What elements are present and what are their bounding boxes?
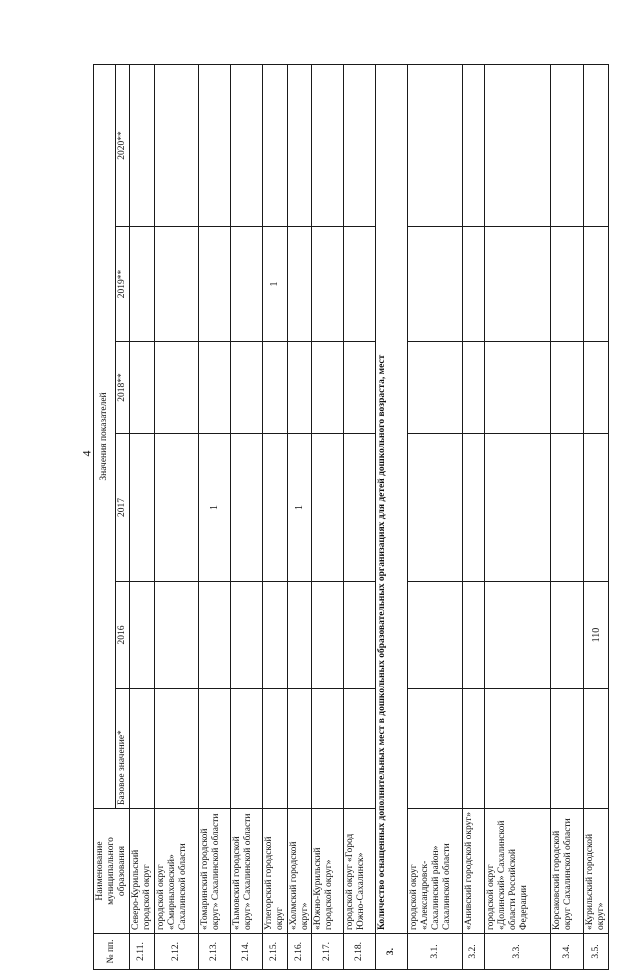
- value-cell: [129, 227, 154, 342]
- value-cell: [154, 434, 198, 582]
- value-cell: [408, 689, 463, 809]
- value-cell: [344, 227, 376, 342]
- row-name: Углегорский городской округ: [262, 809, 287, 934]
- value-cell: [463, 689, 485, 809]
- value-cell: [463, 434, 485, 582]
- row-num: 2.18.: [344, 934, 376, 970]
- value-cell: [230, 342, 262, 434]
- value-cell: [485, 227, 551, 342]
- row-num: 2.15.: [262, 934, 287, 970]
- value-cell: [198, 65, 230, 227]
- value-cell: [408, 434, 463, 582]
- value-cell: [551, 689, 584, 809]
- table-container: [93, 65, 607, 970]
- header-2016: 2016: [116, 582, 130, 689]
- value-cell: [344, 582, 376, 689]
- value-cell: [312, 582, 344, 689]
- header-2019: 2019**: [116, 227, 130, 342]
- row-name: «Курильский городской округ»: [584, 809, 609, 934]
- row-name: Корсаковский городской округ Сахалинской области: [551, 809, 584, 934]
- value-cell: 1: [198, 434, 230, 582]
- value-cell: [154, 227, 198, 342]
- value-cell: [198, 342, 230, 434]
- row-num: 3.1.: [408, 934, 463, 970]
- value-cell: [262, 65, 287, 227]
- value-cell: [198, 227, 230, 342]
- value-cell: [584, 227, 609, 342]
- value-cell: [230, 227, 262, 342]
- value-cell: [262, 689, 287, 809]
- header-2020: 2020**: [116, 65, 130, 227]
- header-name: Наименование муниципального образования: [94, 809, 130, 934]
- value-cell: 110: [584, 582, 609, 689]
- value-cell: [230, 689, 262, 809]
- value-cell: [129, 434, 154, 582]
- value-cell: [584, 434, 609, 582]
- row-name: «Тымовский городской округ» Сахалинской области: [230, 809, 262, 934]
- value-cell: [551, 582, 584, 689]
- value-cell: [485, 582, 551, 689]
- value-cell: [463, 227, 485, 342]
- value-cell: [408, 65, 463, 227]
- row-name: «Анивский городской округ»: [463, 809, 485, 934]
- value-cell: [154, 65, 198, 227]
- value-cell: 1: [287, 434, 312, 582]
- value-cell: [312, 434, 344, 582]
- row-num: 2.14.: [230, 934, 262, 970]
- value-cell: [584, 65, 609, 227]
- page-number: 4: [79, 450, 94, 457]
- value-cell: [312, 342, 344, 434]
- value-cell: [230, 582, 262, 689]
- row-num: 2.13.: [198, 934, 230, 970]
- value-cell: [408, 227, 463, 342]
- value-cell: [262, 434, 287, 582]
- row-num: 3.3.: [485, 934, 551, 970]
- section-row: [376, 65, 408, 970]
- value-cell: [344, 689, 376, 809]
- table-row: [230, 65, 262, 970]
- header-num: № пп.: [94, 934, 130, 970]
- value-cell: [312, 227, 344, 342]
- row-name: «Томаринский городской округ» Сахалинской области: [198, 809, 230, 934]
- row-num: 2.12.: [154, 934, 198, 970]
- value-cell: [287, 65, 312, 227]
- value-cell: [344, 65, 376, 227]
- value-cell: [287, 582, 312, 689]
- table-row: [551, 65, 584, 970]
- value-cell: [485, 342, 551, 434]
- header-indicator-values: Значения показателей: [94, 65, 116, 809]
- value-cell: [463, 582, 485, 689]
- value-cell: [287, 342, 312, 434]
- value-cell: [129, 342, 154, 434]
- row-name: городской округ «Город Южно-Сахалинск»: [344, 809, 376, 934]
- header-base: Базовое значение*: [116, 689, 130, 809]
- row-num: 2.17.: [312, 934, 344, 970]
- value-cell: [262, 582, 287, 689]
- table-row: [344, 65, 376, 970]
- indicator-table: [93, 64, 609, 970]
- value-cell: [344, 434, 376, 582]
- value-cell: [344, 342, 376, 434]
- table-row: [312, 65, 344, 970]
- value-cell: [485, 434, 551, 582]
- table-row: [262, 65, 287, 970]
- value-cell: [287, 227, 312, 342]
- section-title: Количество оснащенных дополнительных мест в дошкольных образовательных организациях для детей дошкольного возраста, мест: [376, 65, 408, 934]
- header-2018: 2018**: [116, 342, 130, 434]
- table-row: [129, 65, 154, 970]
- row-name: «Холмский городской округ»: [287, 809, 312, 934]
- value-cell: [312, 689, 344, 809]
- value-cell: [551, 342, 584, 434]
- row-num: 2.16.: [287, 934, 312, 970]
- row-name: городской округ «Долинский» Сахалинской области Российской Федерации: [485, 809, 551, 934]
- value-cell: [129, 689, 154, 809]
- value-cell: [463, 65, 485, 227]
- value-cell: [584, 689, 609, 809]
- row-num: 3.: [376, 934, 408, 970]
- value-cell: [551, 227, 584, 342]
- row-num: 3.5.: [584, 934, 609, 970]
- value-cell: [584, 342, 609, 434]
- value-cell: [198, 689, 230, 809]
- row-name: «Южно-Курильский городской округ»: [312, 809, 344, 934]
- table-row: [154, 65, 198, 970]
- value-cell: [551, 434, 584, 582]
- value-cell: [154, 342, 198, 434]
- row-num: 3.2.: [463, 934, 485, 970]
- table-row: [408, 65, 463, 970]
- header-2017: 2017: [116, 434, 130, 582]
- value-cell: [154, 689, 198, 809]
- value-cell: [230, 434, 262, 582]
- row-num: 3.4.: [551, 934, 584, 970]
- table-row: [198, 65, 230, 970]
- value-cell: 1: [262, 227, 287, 342]
- table-row: [287, 65, 312, 970]
- value-cell: [129, 65, 154, 227]
- value-cell: [312, 65, 344, 227]
- value-cell: [408, 582, 463, 689]
- value-cell: [485, 689, 551, 809]
- value-cell: [463, 342, 485, 434]
- value-cell: [551, 65, 584, 227]
- value-cell: [154, 582, 198, 689]
- row-num: 2.11.: [129, 934, 154, 970]
- row-name: Северо-Курильский городской округ: [129, 809, 154, 934]
- table-row: [485, 65, 551, 970]
- value-cell: [408, 342, 463, 434]
- value-cell: [287, 689, 312, 809]
- value-cell: [230, 65, 262, 227]
- table-row: [584, 65, 609, 970]
- row-name: городской округ «Смирныховский» Сахалинской области: [154, 809, 198, 934]
- value-cell: [129, 582, 154, 689]
- value-cell: [198, 582, 230, 689]
- table-row: [463, 65, 485, 970]
- row-name: городской округ «Александровск-Сахалинский район» Сахалинской области: [408, 809, 463, 934]
- value-cell: [262, 342, 287, 434]
- value-cell: [485, 65, 551, 227]
